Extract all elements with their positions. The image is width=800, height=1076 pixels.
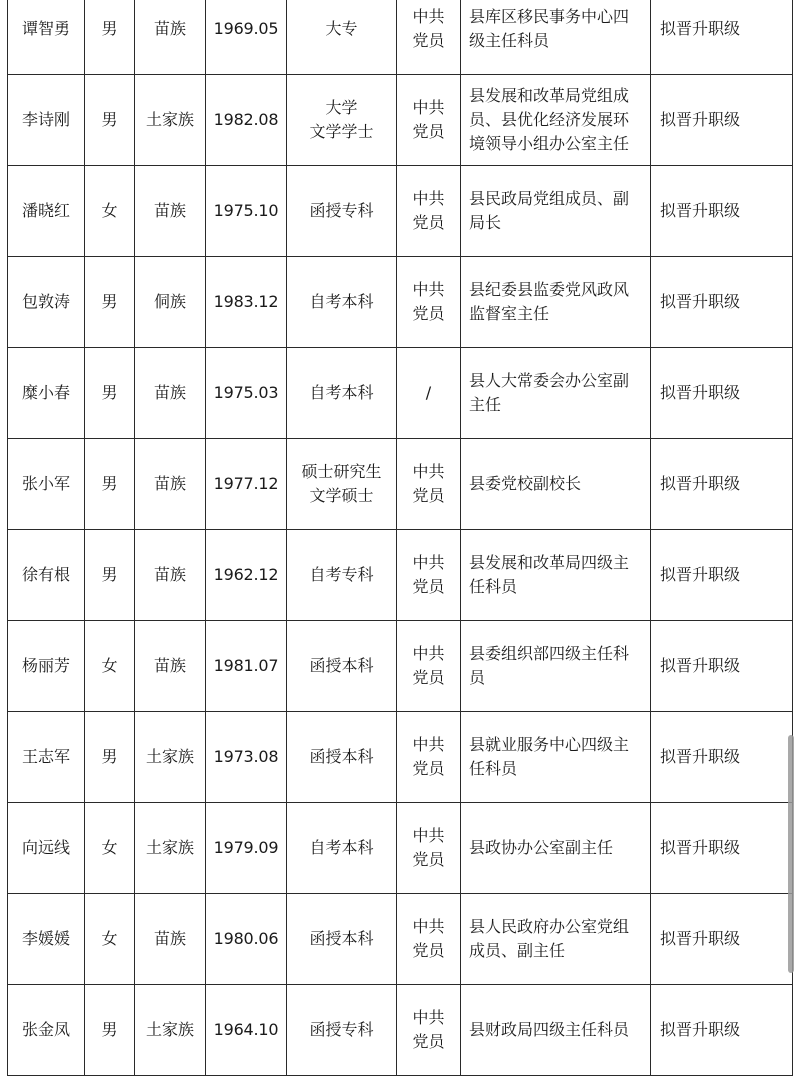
position-cell: 县委组织部四级主任科 员 [461,621,651,712]
ethnicity-cell: 苗族 [135,166,206,257]
education-cell: 函授本科 [287,894,397,985]
table-row [8,712,793,803]
result-cell: 拟晋升职级 [651,348,793,439]
education-cell: 自考本科 [287,348,397,439]
position-cell: 县人民政府办公室党组 成员、副主任 [461,894,651,985]
position-cell: 县人大常委会办公室副 主任 [461,348,651,439]
table-row [8,530,793,621]
education-cell: 函授专科 [287,166,397,257]
education-cell: 函授本科 [287,712,397,803]
party-cell: 中共 党员 [397,894,461,985]
ethnicity-cell: 苗族 [135,0,206,75]
gender-cell: 男 [85,530,135,621]
ethnicity-cell: 土家族 [135,985,206,1076]
gender-cell: 男 [85,0,135,75]
gender-cell: 女 [85,621,135,712]
result-cell: 拟晋升职级 [651,166,793,257]
education-cell: 自考本科 [287,257,397,348]
ethnicity-cell: 土家族 [135,803,206,894]
education-cell: 硕士研究生 文学硕士 [287,439,397,530]
table-row [8,803,793,894]
education-cell: 大专 [287,0,397,75]
party-cell: 中共 党员 [397,166,461,257]
result-cell: 拟晋升职级 [651,985,793,1076]
party-cell: 中共 党员 [397,803,461,894]
position-cell: 县发展和改革局党组成 员、县优化经济发展环 境领导小组办公室主任 [461,75,651,166]
table-row [8,75,793,166]
party-cell: 中共 党员 [397,0,461,75]
education-cell: 函授专科 [287,985,397,1076]
result-cell: 拟晋升职级 [651,803,793,894]
name-cell: 向远线 [8,803,85,894]
ethnicity-cell: 苗族 [135,439,206,530]
birth-cell: 1982.08 [206,75,287,166]
result-cell: 拟晋升职级 [651,530,793,621]
position-cell: 县民政局党组成员、副 局长 [461,166,651,257]
ethnicity-cell: 苗族 [135,621,206,712]
ethnicity-cell: 侗族 [135,257,206,348]
table-row [8,621,793,712]
birth-cell: 1983.12 [206,257,287,348]
name-cell: 杨丽芳 [8,621,85,712]
gender-cell: 男 [85,439,135,530]
ethnicity-cell: 苗族 [135,894,206,985]
birth-cell: 1964.10 [206,985,287,1076]
party-cell: 中共 党员 [397,75,461,166]
party-cell: 中共 党员 [397,530,461,621]
result-cell: 拟晋升职级 [651,257,793,348]
party-cell: 中共 党员 [397,985,461,1076]
position-cell: 县纪委县监委党风政风 监督室主任 [461,257,651,348]
education-cell: 大学 文学学士 [287,75,397,166]
name-cell: 徐有根 [8,530,85,621]
position-cell: 县就业服务中心四级主 任科员 [461,712,651,803]
party-cell: 中共 党员 [397,257,461,348]
birth-cell: 1969.05 [206,0,287,75]
table-row [8,894,793,985]
birth-cell: 1962.12 [206,530,287,621]
birth-cell: 1975.10 [206,166,287,257]
birth-cell: 1973.08 [206,712,287,803]
name-cell: 李诗刚 [8,75,85,166]
position-cell: 县库区移民事务中心四 级主任科员 [461,0,651,75]
gender-cell: 男 [85,348,135,439]
vertical-scrollbar[interactable] [788,735,794,973]
name-cell: 张金凤 [8,985,85,1076]
party-cell: 中共 党员 [397,712,461,803]
table-row [8,257,793,348]
party-cell: / [397,348,461,439]
ethnicity-cell: 苗族 [135,348,206,439]
name-cell: 张小军 [8,439,85,530]
position-cell: 县政协办公室副主任 [461,803,651,894]
position-cell: 县财政局四级主任科员 [461,985,651,1076]
name-cell: 包敦涛 [8,257,85,348]
result-cell: 拟晋升职级 [651,894,793,985]
table-row [8,166,793,257]
table-row [8,348,793,439]
ethnicity-cell: 土家族 [135,712,206,803]
gender-cell: 男 [85,985,135,1076]
name-cell: 王志军 [8,712,85,803]
table-row [8,0,793,75]
name-cell: 糜小春 [8,348,85,439]
birth-cell: 1975.03 [206,348,287,439]
gender-cell: 女 [85,166,135,257]
gender-cell: 女 [85,894,135,985]
gender-cell: 男 [85,257,135,348]
birth-cell: 1981.07 [206,621,287,712]
birth-cell: 1980.06 [206,894,287,985]
gender-cell: 女 [85,803,135,894]
education-cell: 自考本科 [287,803,397,894]
gender-cell: 男 [85,75,135,166]
party-cell: 中共 党员 [397,621,461,712]
name-cell: 潘晓红 [8,166,85,257]
birth-cell: 1979.09 [206,803,287,894]
result-cell: 拟晋升职级 [651,621,793,712]
personnel-table [7,0,793,1076]
party-cell: 中共 党员 [397,439,461,530]
result-cell: 拟晋升职级 [651,0,793,75]
birth-cell: 1977.12 [206,439,287,530]
table-row [8,439,793,530]
education-cell: 自考专科 [287,530,397,621]
result-cell: 拟晋升职级 [651,439,793,530]
name-cell: 李媛媛 [8,894,85,985]
name-cell: 谭智勇 [8,0,85,75]
gender-cell: 男 [85,712,135,803]
ethnicity-cell: 土家族 [135,75,206,166]
position-cell: 县委党校副校长 [461,439,651,530]
personnel-table-body [8,0,793,1076]
result-cell: 拟晋升职级 [651,75,793,166]
education-cell: 函授本科 [287,621,397,712]
ethnicity-cell: 苗族 [135,530,206,621]
result-cell: 拟晋升职级 [651,712,793,803]
table-row [8,985,793,1076]
position-cell: 县发展和改革局四级主 任科员 [461,530,651,621]
